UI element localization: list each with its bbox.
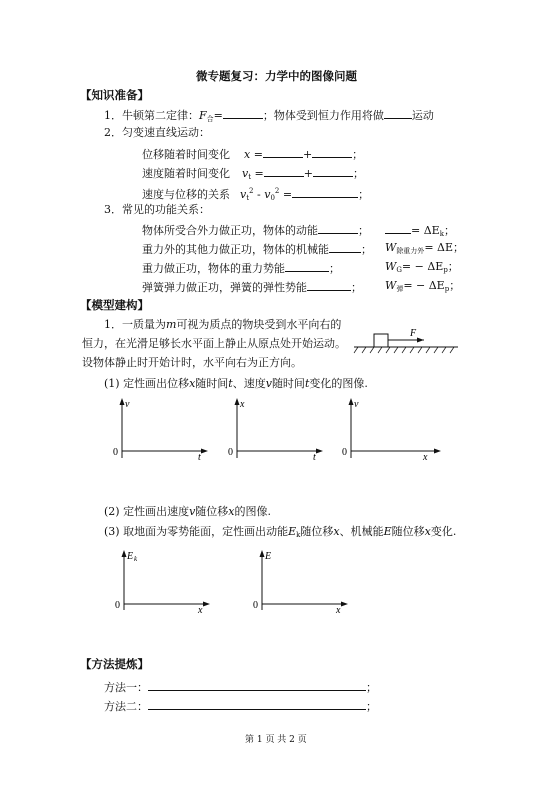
row-velocity (142, 165, 364, 184)
vt-symbol: v (240, 188, 247, 201)
x-axis-label: x (198, 605, 203, 614)
q3-d: 随位移 (300, 525, 334, 538)
origin-label: 0 (228, 447, 233, 458)
vt-subscript: t (246, 194, 250, 202)
delta-e: = ΔE (424, 241, 453, 254)
x-axis-arrow (201, 449, 208, 454)
delta-e: = ΔE (411, 224, 440, 237)
semicolon: ； (358, 188, 370, 201)
p-subscript: p (444, 285, 450, 293)
ground-line (354, 347, 458, 353)
graph-ek-x (112, 546, 212, 614)
f-symbol: F (199, 109, 207, 122)
q2-e: 的图像. (234, 505, 272, 518)
graph-v-t (108, 394, 212, 466)
x-axis-label: t (198, 452, 201, 463)
g-subscript: G (396, 266, 402, 274)
y-axis-arrow (349, 398, 354, 405)
semicolon: ； (361, 243, 372, 256)
origin-label: 0 (342, 447, 347, 458)
section-model-heading: 【模型建构】 (80, 298, 149, 312)
energy-row-2-text: 重力外的其他力做正功，物体的机械能 (142, 243, 329, 256)
semicolon: ； (366, 700, 377, 713)
blank-energy-formula-1[interactable] (385, 222, 411, 234)
blank-energy-3[interactable] (285, 260, 329, 272)
row-displacement (142, 146, 363, 162)
energy-row-3 (142, 260, 340, 276)
e-symbol: E (288, 525, 297, 538)
page-title: 微专题复习：力学中的图像问题 (196, 69, 357, 83)
graph-v-x (337, 394, 447, 466)
blank-motion-type[interactable] (384, 107, 412, 119)
minus-sign: - (253, 188, 265, 201)
x-axis-arrow (434, 449, 441, 454)
v-symbol: v (265, 377, 272, 390)
row-velocity-displacement (142, 184, 369, 205)
item1-mid: ；物体受到恒力作用将做 (262, 109, 384, 122)
energy-row-4 (142, 279, 362, 295)
q1-e: 、速度 (232, 377, 266, 390)
method-1-label: 方法一： (104, 681, 148, 694)
y-axis-label: x (240, 399, 245, 410)
w-symbol: W (385, 279, 397, 292)
k-subscript: k (439, 230, 444, 238)
section-knowledge-heading: 【知识准备】 (80, 88, 149, 102)
k-subscript: k (296, 531, 301, 539)
method-2-label: 方法二： (104, 700, 148, 713)
knowledge-item-1 (104, 107, 434, 126)
m-symbol: m (166, 318, 177, 331)
blank-method-1[interactable] (148, 679, 366, 691)
spring-subscript: 弹 (396, 285, 404, 293)
blank-disp-2[interactable] (312, 146, 352, 158)
x-axis-label: x (423, 452, 428, 463)
blank-vel-2[interactable] (313, 165, 353, 177)
force-arrow-head (417, 338, 424, 343)
blank-method-2[interactable] (148, 698, 366, 710)
x-axis-label: t (313, 452, 316, 463)
v0-square: 2 (274, 187, 280, 195)
model-paragraph-2: 恒力，在光滑足够长水平面上静止从原点处开始运动。 (82, 337, 346, 350)
energy-row-3-text: 重力做正功，物体的重力势能 (142, 262, 285, 275)
p-subscript: p (443, 266, 448, 274)
question-3 (104, 525, 456, 542)
x-axis-arrow (203, 602, 210, 607)
energy-row-1 (142, 222, 369, 238)
x-symbol: x (189, 377, 196, 390)
v-symbol: v (242, 167, 249, 180)
q3-f: 、机械能 (339, 525, 384, 538)
semicolon: ； (449, 279, 461, 292)
y-axis-arrow (122, 550, 127, 557)
q1-i: 变化的图像. (309, 377, 368, 390)
y-axis-arrow (260, 550, 265, 557)
graph-x-t (223, 394, 327, 466)
question-2 (104, 505, 271, 519)
blank-vel-1[interactable] (264, 165, 304, 177)
semicolon: ； (351, 281, 362, 294)
delta-e: = − ΔE (403, 279, 445, 292)
t-symbol: t (304, 377, 310, 390)
q1-c: 随时间 (195, 377, 229, 390)
v-subscript: t (248, 173, 252, 181)
blank-energy-1[interactable] (318, 222, 358, 234)
equals: = (251, 167, 264, 180)
question-1 (104, 377, 368, 391)
knowledge-item-3: 3．常见的功能关系： (104, 203, 210, 216)
blank-disp-1[interactable] (263, 146, 303, 158)
x-axis-arrow (316, 449, 323, 454)
block (374, 334, 388, 347)
equals: = (213, 109, 223, 122)
y-axis-label: E (127, 551, 134, 562)
row-rel-label: 速度与位移的关系 (142, 188, 230, 201)
v0-symbol: v (264, 188, 271, 201)
plus-sign: + (303, 167, 313, 180)
x-symbol: x (228, 505, 235, 518)
energy-row-4-text: 弹簧弹力做正功，弹簧的弹性势能 (142, 281, 307, 294)
semicolon: ； (453, 241, 464, 254)
origin-label: 0 (115, 600, 120, 611)
x-axis-arrow (341, 602, 348, 607)
force-label: F (410, 328, 417, 339)
q1-a: (1) 定性画出位移 (104, 377, 190, 390)
equals: = (250, 148, 263, 161)
model-paragraph-3: 设物体静止时开始计时，水平向右为正方向。 (82, 356, 302, 369)
x-symbol: x (333, 525, 340, 538)
blank-energy-4[interactable] (307, 279, 351, 291)
section-method-heading: 【方法提炼】 (80, 657, 149, 671)
y-axis-arrow (235, 398, 240, 405)
graph-e-x (250, 546, 350, 614)
energy-formula-2 (385, 241, 464, 258)
q1-g: 随时间 (271, 377, 305, 390)
y-axis-label: E (265, 551, 272, 562)
item1-end: 运动 (411, 109, 434, 122)
semicolon: ； (358, 224, 369, 237)
row-vel-label: 速度随着时间变化 (142, 167, 230, 180)
y-axis-label: v (125, 399, 130, 410)
origin-label: 0 (253, 600, 258, 611)
energy-row-2 (142, 241, 372, 257)
x-symbol: x (244, 148, 251, 161)
page-footer: 第 1 页 共 2 页 (245, 735, 307, 745)
x-symbol: x (424, 525, 431, 538)
q2-c: 随位移 (195, 505, 229, 518)
semicolon: ； (443, 224, 455, 237)
row-disp-label: 位移随着时间变化 (142, 148, 230, 161)
equals: = (279, 188, 293, 201)
q2-a: (2) 定性画出速度 (104, 505, 190, 518)
semicolon: ； (329, 262, 340, 275)
vt-square: 2 (249, 187, 254, 195)
x-axis-label: x (336, 605, 341, 614)
y-axis-arrow (120, 398, 125, 405)
p1-end: 可视为质点的物块受到水平向右的 (176, 318, 342, 331)
blank-energy-2[interactable] (329, 241, 361, 253)
method-2 (104, 698, 377, 714)
w-subscript: 除重力外 (396, 247, 425, 255)
energy-formula-1 (385, 222, 455, 241)
w-symbol: W (385, 241, 397, 254)
semicolon: ； (352, 148, 364, 161)
f-subscript: 合 (206, 115, 214, 123)
w-symbol: W (385, 260, 397, 273)
plus-sign: + (302, 148, 313, 161)
q3-j: 变化. (430, 525, 457, 538)
blank-rel[interactable] (292, 186, 358, 198)
v0-subscript: 0 (270, 194, 275, 202)
model-paragraph-1 (104, 318, 341, 332)
semicolon: ； (366, 681, 377, 694)
block-force-figure (352, 326, 460, 356)
q3-a: (3) 取地面为零势能面，定性画出动能 (104, 525, 289, 538)
y-axis-label: v (354, 399, 359, 410)
p1-start: 1．一质量为 (104, 318, 166, 331)
knowledge-item-2: 2．匀变速直线运动： (104, 126, 210, 139)
method-1 (104, 679, 377, 695)
origin-label: 0 (113, 447, 118, 458)
e-symbol: E (383, 525, 392, 538)
t-symbol: t (228, 377, 233, 390)
energy-formula-4 (385, 279, 460, 296)
energy-formula-3 (385, 260, 459, 277)
semicolon: ； (352, 167, 364, 180)
y-axis-subscript: k (134, 555, 138, 563)
semicolon: ； (447, 260, 459, 273)
blank-newton[interactable] (223, 107, 263, 119)
v-symbol: v (189, 505, 196, 518)
energy-row-1-text: 物体所受合外力做正功，物体的动能 (142, 224, 318, 237)
item1-text: 1．牛顿第二定律： (104, 109, 199, 122)
delta-e: = − ΔE (401, 260, 444, 273)
q3-h: 随位移 (391, 525, 425, 538)
